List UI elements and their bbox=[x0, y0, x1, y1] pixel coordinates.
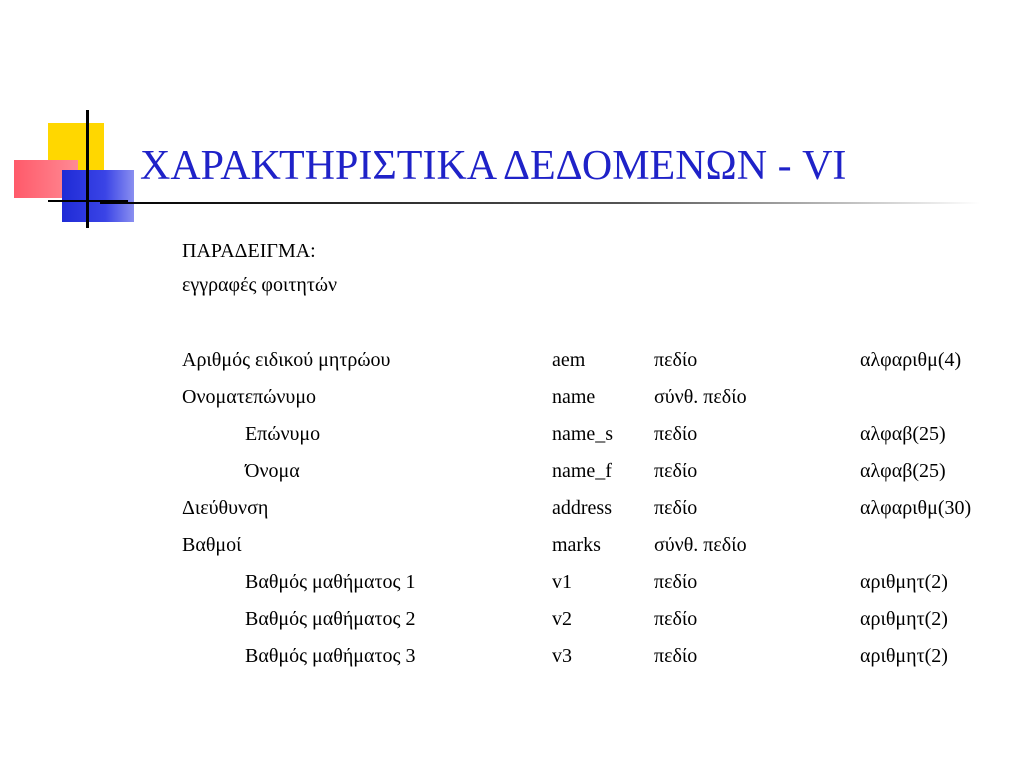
example-heading: ΠΑΡΑΔΕΙΓΜΑ: bbox=[182, 240, 316, 262]
slide-title: ΧΑΡΑΚΤΗΡΙΣΤΙΚΑ ΔΕΔΟΜΕΝΩΝ - VI bbox=[140, 143, 847, 189]
table-row bbox=[182, 564, 1012, 601]
field-abbr: marks bbox=[552, 534, 601, 556]
intro-block bbox=[182, 234, 337, 302]
field-abbr: aem bbox=[552, 349, 586, 371]
field-name: Επώνυμο bbox=[245, 423, 321, 445]
example-subheading: εγγραφές φοιτητών bbox=[182, 274, 338, 296]
field-abbr: name_s bbox=[552, 423, 614, 445]
field-type: πεδίο bbox=[654, 349, 698, 371]
field-format: αλφαβ(25) bbox=[860, 460, 946, 482]
field-type: πεδίο bbox=[654, 497, 698, 519]
field-format: αριθμητ(2) bbox=[860, 608, 948, 630]
field-name: Αριθμός ειδικού μητρώου bbox=[182, 349, 391, 371]
field-type: πεδίο bbox=[654, 608, 698, 630]
fields-table bbox=[182, 342, 1012, 675]
table-row bbox=[182, 416, 1012, 453]
field-format: αλφαβ(25) bbox=[860, 423, 946, 445]
field-name: Ονοματεπώνυμο bbox=[182, 386, 317, 408]
logo-blue-square bbox=[62, 170, 134, 222]
field-format: αριθμητ(2) bbox=[860, 571, 948, 593]
field-format: αριθμητ(2) bbox=[860, 645, 948, 667]
table-row bbox=[182, 379, 1012, 416]
field-name: Βαθμοί bbox=[182, 534, 242, 556]
field-abbr: v3 bbox=[552, 645, 572, 667]
field-type: σύνθ. πεδίο bbox=[654, 386, 747, 408]
field-name: Βαθμός μαθήματος 2 bbox=[245, 608, 416, 630]
table-row bbox=[182, 453, 1012, 490]
table-row bbox=[182, 342, 1012, 379]
slide-logo bbox=[0, 0, 150, 240]
field-format: αλφαριθμ(30) bbox=[860, 497, 972, 519]
field-name: Βαθμός μαθήματος 1 bbox=[245, 571, 416, 593]
table-row bbox=[182, 638, 1012, 675]
field-abbr: v2 bbox=[552, 608, 572, 630]
field-format: αλφαριθμ(4) bbox=[860, 349, 962, 371]
field-type: πεδίο bbox=[654, 460, 698, 482]
field-type: πεδίο bbox=[654, 571, 698, 593]
field-type: σύνθ. πεδίο bbox=[654, 534, 747, 556]
field-abbr: address bbox=[552, 497, 612, 519]
title-divider bbox=[100, 202, 980, 204]
field-type: πεδίο bbox=[654, 645, 698, 667]
field-type: πεδίο bbox=[654, 423, 698, 445]
table-row bbox=[182, 601, 1012, 638]
table-row bbox=[182, 527, 1012, 564]
field-name: Βαθμός μαθήματος 3 bbox=[245, 645, 416, 667]
table-row bbox=[182, 490, 1012, 527]
field-abbr: name bbox=[552, 386, 596, 408]
field-name: Διεύθυνση bbox=[182, 497, 269, 519]
field-abbr: v1 bbox=[552, 571, 572, 593]
field-name: Όνομα bbox=[245, 460, 300, 482]
field-abbr: name_f bbox=[552, 460, 612, 482]
logo-vertical-line bbox=[86, 110, 89, 228]
